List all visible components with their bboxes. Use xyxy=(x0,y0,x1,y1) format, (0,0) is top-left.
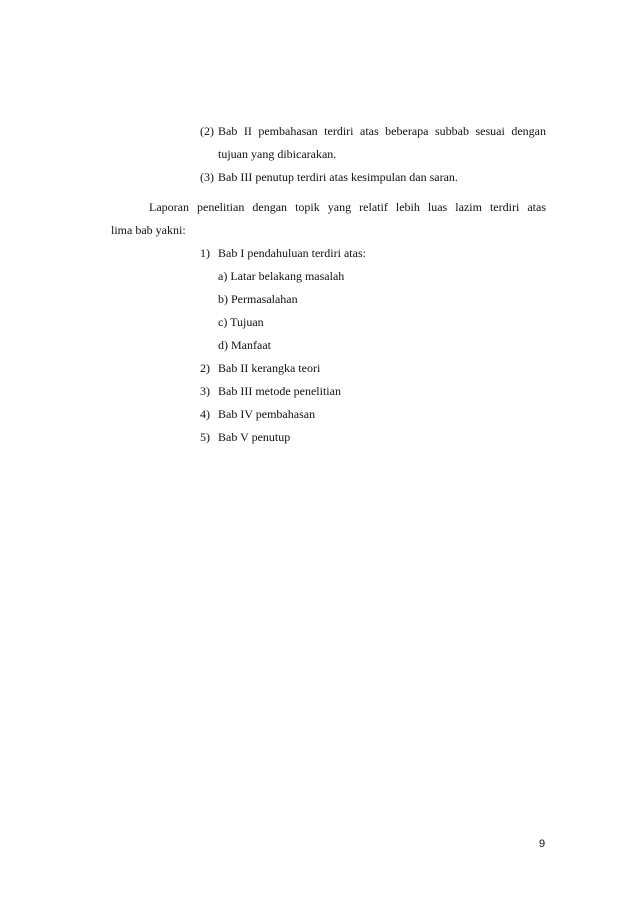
list-item-text: Bab III penutup terdiri atas kesimpulan dan saran. xyxy=(218,170,458,184)
list-item-text: Bab V penutup xyxy=(218,430,291,444)
list-item-text: Bab II pembahasan terdiri atas beberapa subbab sesuai dengan xyxy=(218,124,546,138)
sub-list-item: a) Latar belakang masalah xyxy=(218,269,345,283)
sub-list-item: c) Tujuan xyxy=(218,315,264,329)
list-marker: 3) xyxy=(200,384,210,398)
list-marker: (2) xyxy=(200,124,214,138)
list-marker: 1) xyxy=(200,246,210,260)
list-item-text: Bab III metode penelitian xyxy=(218,384,341,398)
sub-list-item: b) Permasalahan xyxy=(218,292,298,306)
list-item-text: Bab I pendahuluan terdiri atas: xyxy=(218,246,366,260)
paragraph-line: Laporan penelitian dengan topik yang relatif lebih luas lazim terdiri atas xyxy=(149,200,546,214)
list-item-text: Bab II kerangka teori xyxy=(218,361,321,375)
list-marker: (3) xyxy=(200,170,214,184)
paragraph-line: lima bab yakni: xyxy=(111,223,186,237)
list-marker: 2) xyxy=(200,361,210,375)
list-item-text-continued: tujuan yang dibicarakan. xyxy=(218,147,337,161)
sub-list-item: d) Manfaat xyxy=(218,338,271,352)
list-item-text: Bab IV pembahasan xyxy=(218,407,316,421)
page-number: 9 xyxy=(539,838,546,850)
list-marker: 4) xyxy=(200,407,210,421)
list-marker: 5) xyxy=(200,430,210,444)
